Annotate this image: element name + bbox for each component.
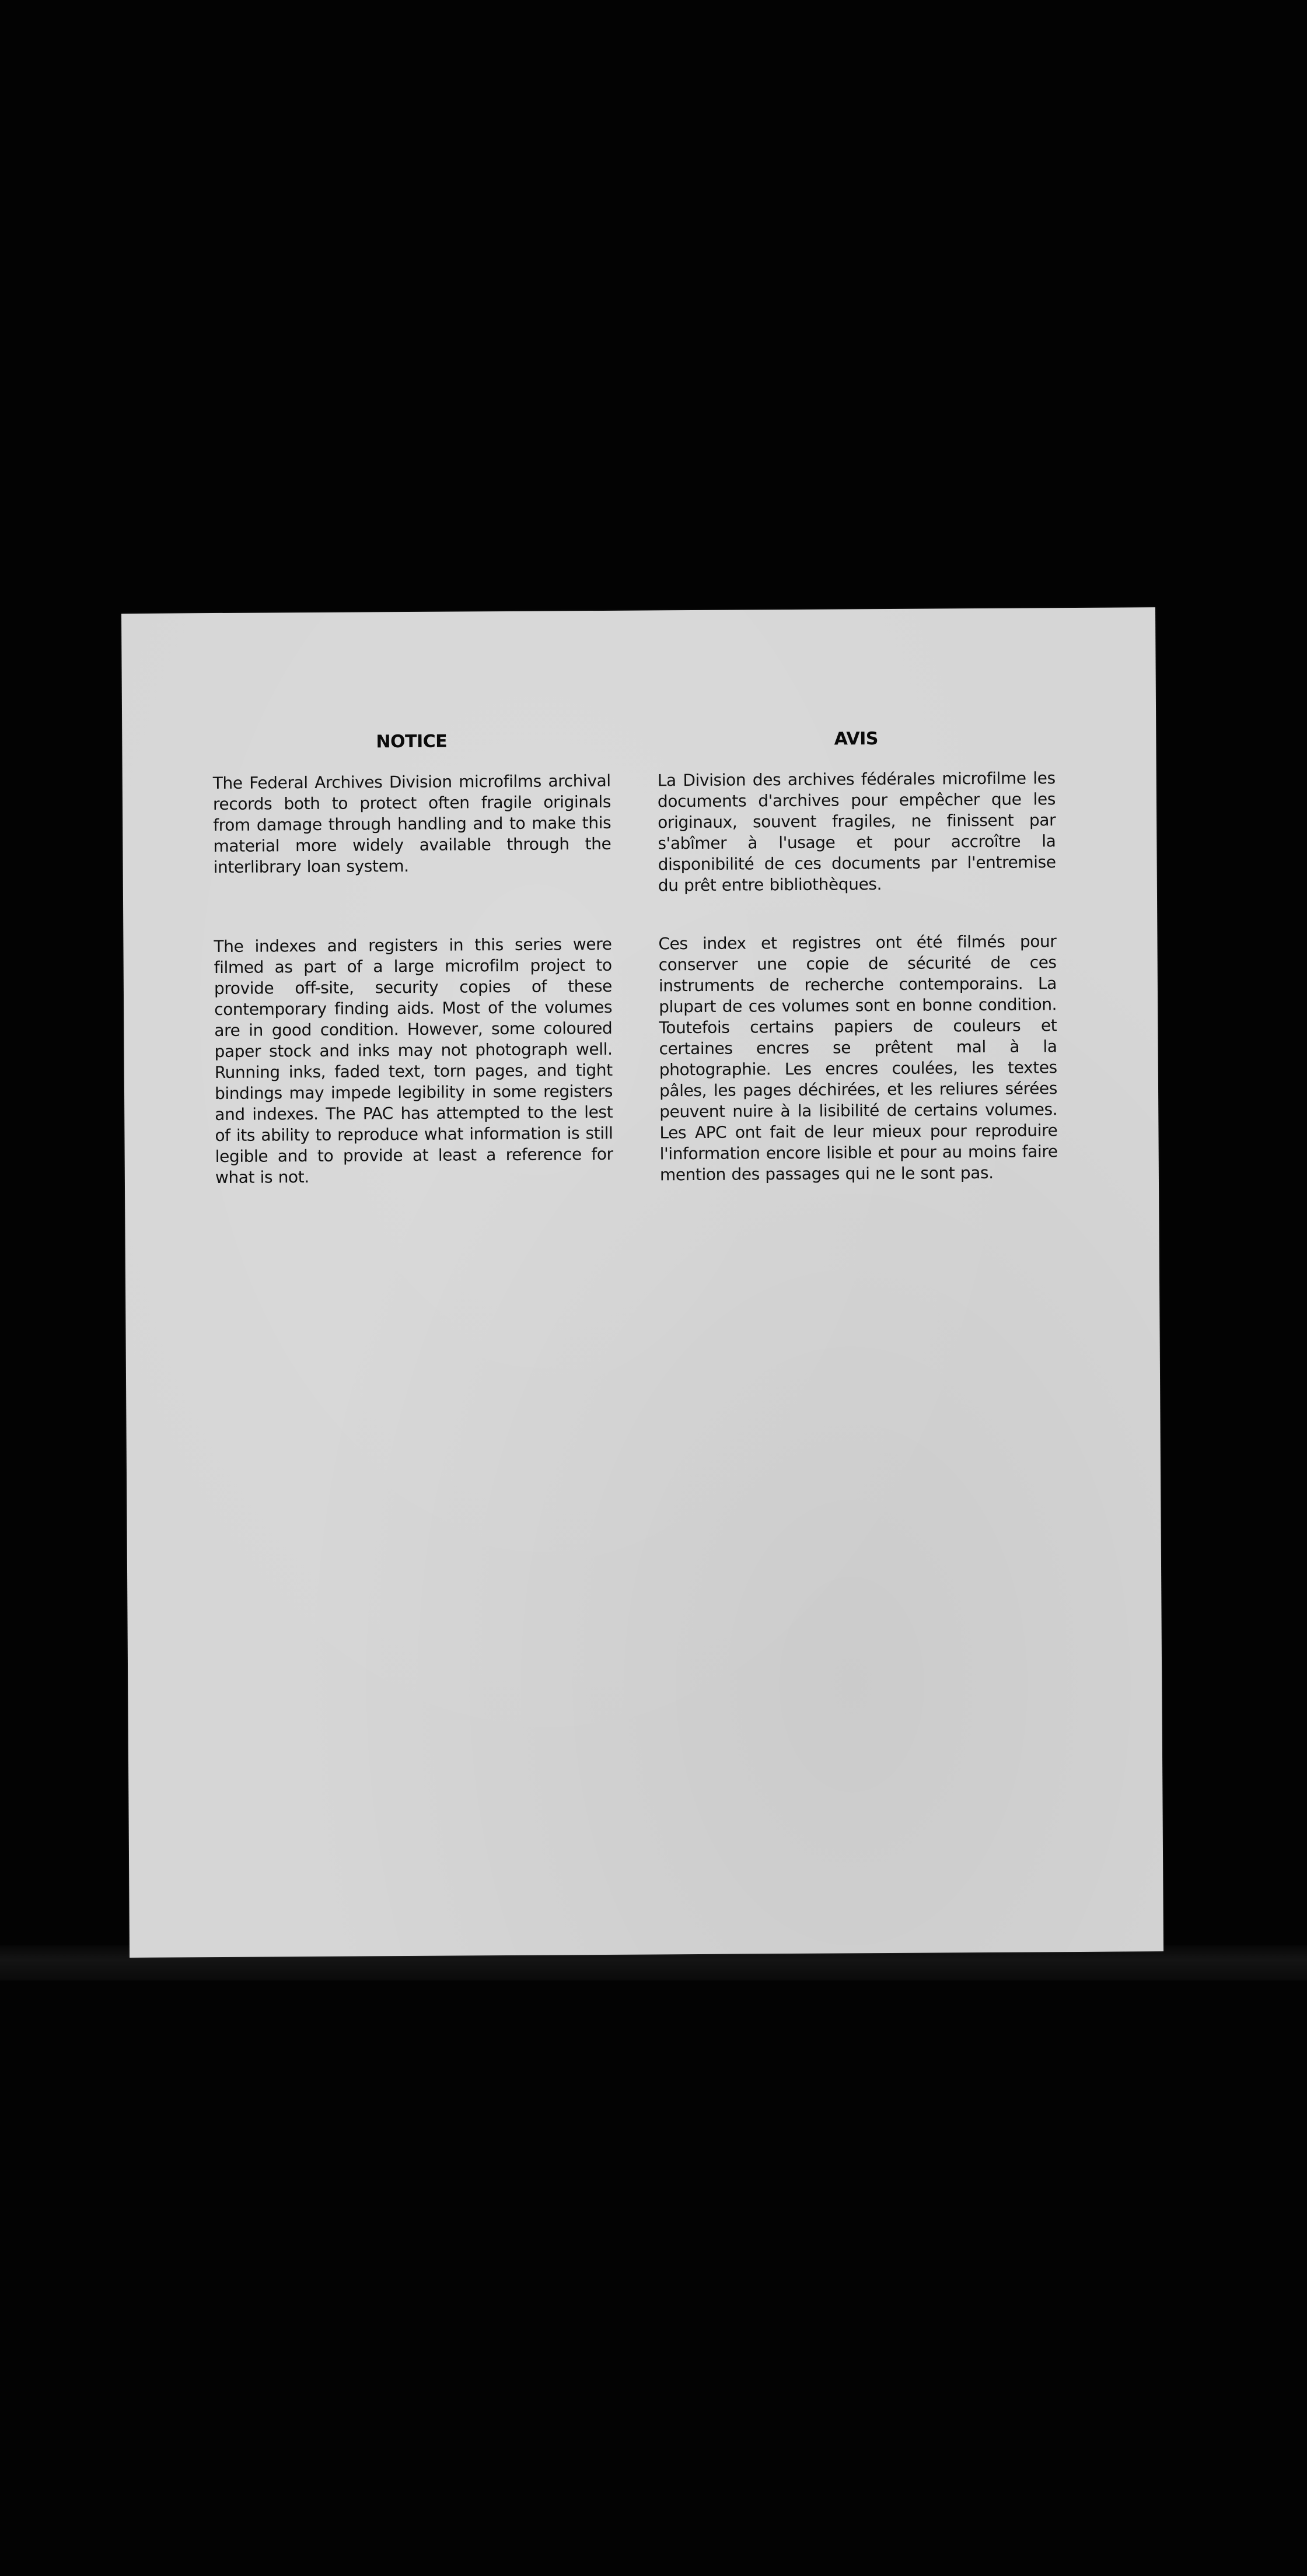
document-page [121, 607, 1163, 1958]
notice-paragraph-1: The Federal Archives Division microfilms archival records both to protect often fragile originals from damage through handling and to make this material more widely available through the interlibrary loan system. [212, 771, 611, 877]
notice-heading: NOTICE [376, 731, 448, 752]
notice-paragraph-2: The indexes and registers in this series were filmed as part of a large microfilm project to provide off-site, security copies of these contemporary finding aids. Most of the volumes are in good condition. However, some coloured paper stock and inks may not photograph well. Running inks, faded text, torn pages, and tight bindings may impede legibility in some registers and indexes. The PAC has attempted to the lest of its ability to reproduce what information is still legible and to provide at least a reference for what is not. [214, 934, 613, 1188]
avis-paragraph-1: La Division des archives fédérales microfilme les documents d'archives pour empêcher que les originaux, souvent fragiles, ne finissent par s'abîmer à l'usage et pour accroître la disponibilité de ces documents par l'entremise du prêt entre bibliothèques. [657, 768, 1056, 895]
avis-paragraph-2: Ces index et registres ont été filmés pour conserver une copie de sécurité de ces instruments de recherche contemporains. La plupart de ces volumes sont en bonne condition. Toutefois certains papiers de couleurs et certaines encres se prêtent mal à la photographie. Les encres coulées, les textes pâles, les pages déchirées, et les reliures sérées peuvent nuire à la lisibilité de certains volumes. Les APC ont fait de leur mieux pour reproduire l'information encore lisible et pour au moins faire mention des passages qui ne le sont pas. [658, 932, 1058, 1185]
avis-heading: AVIS [834, 729, 879, 750]
